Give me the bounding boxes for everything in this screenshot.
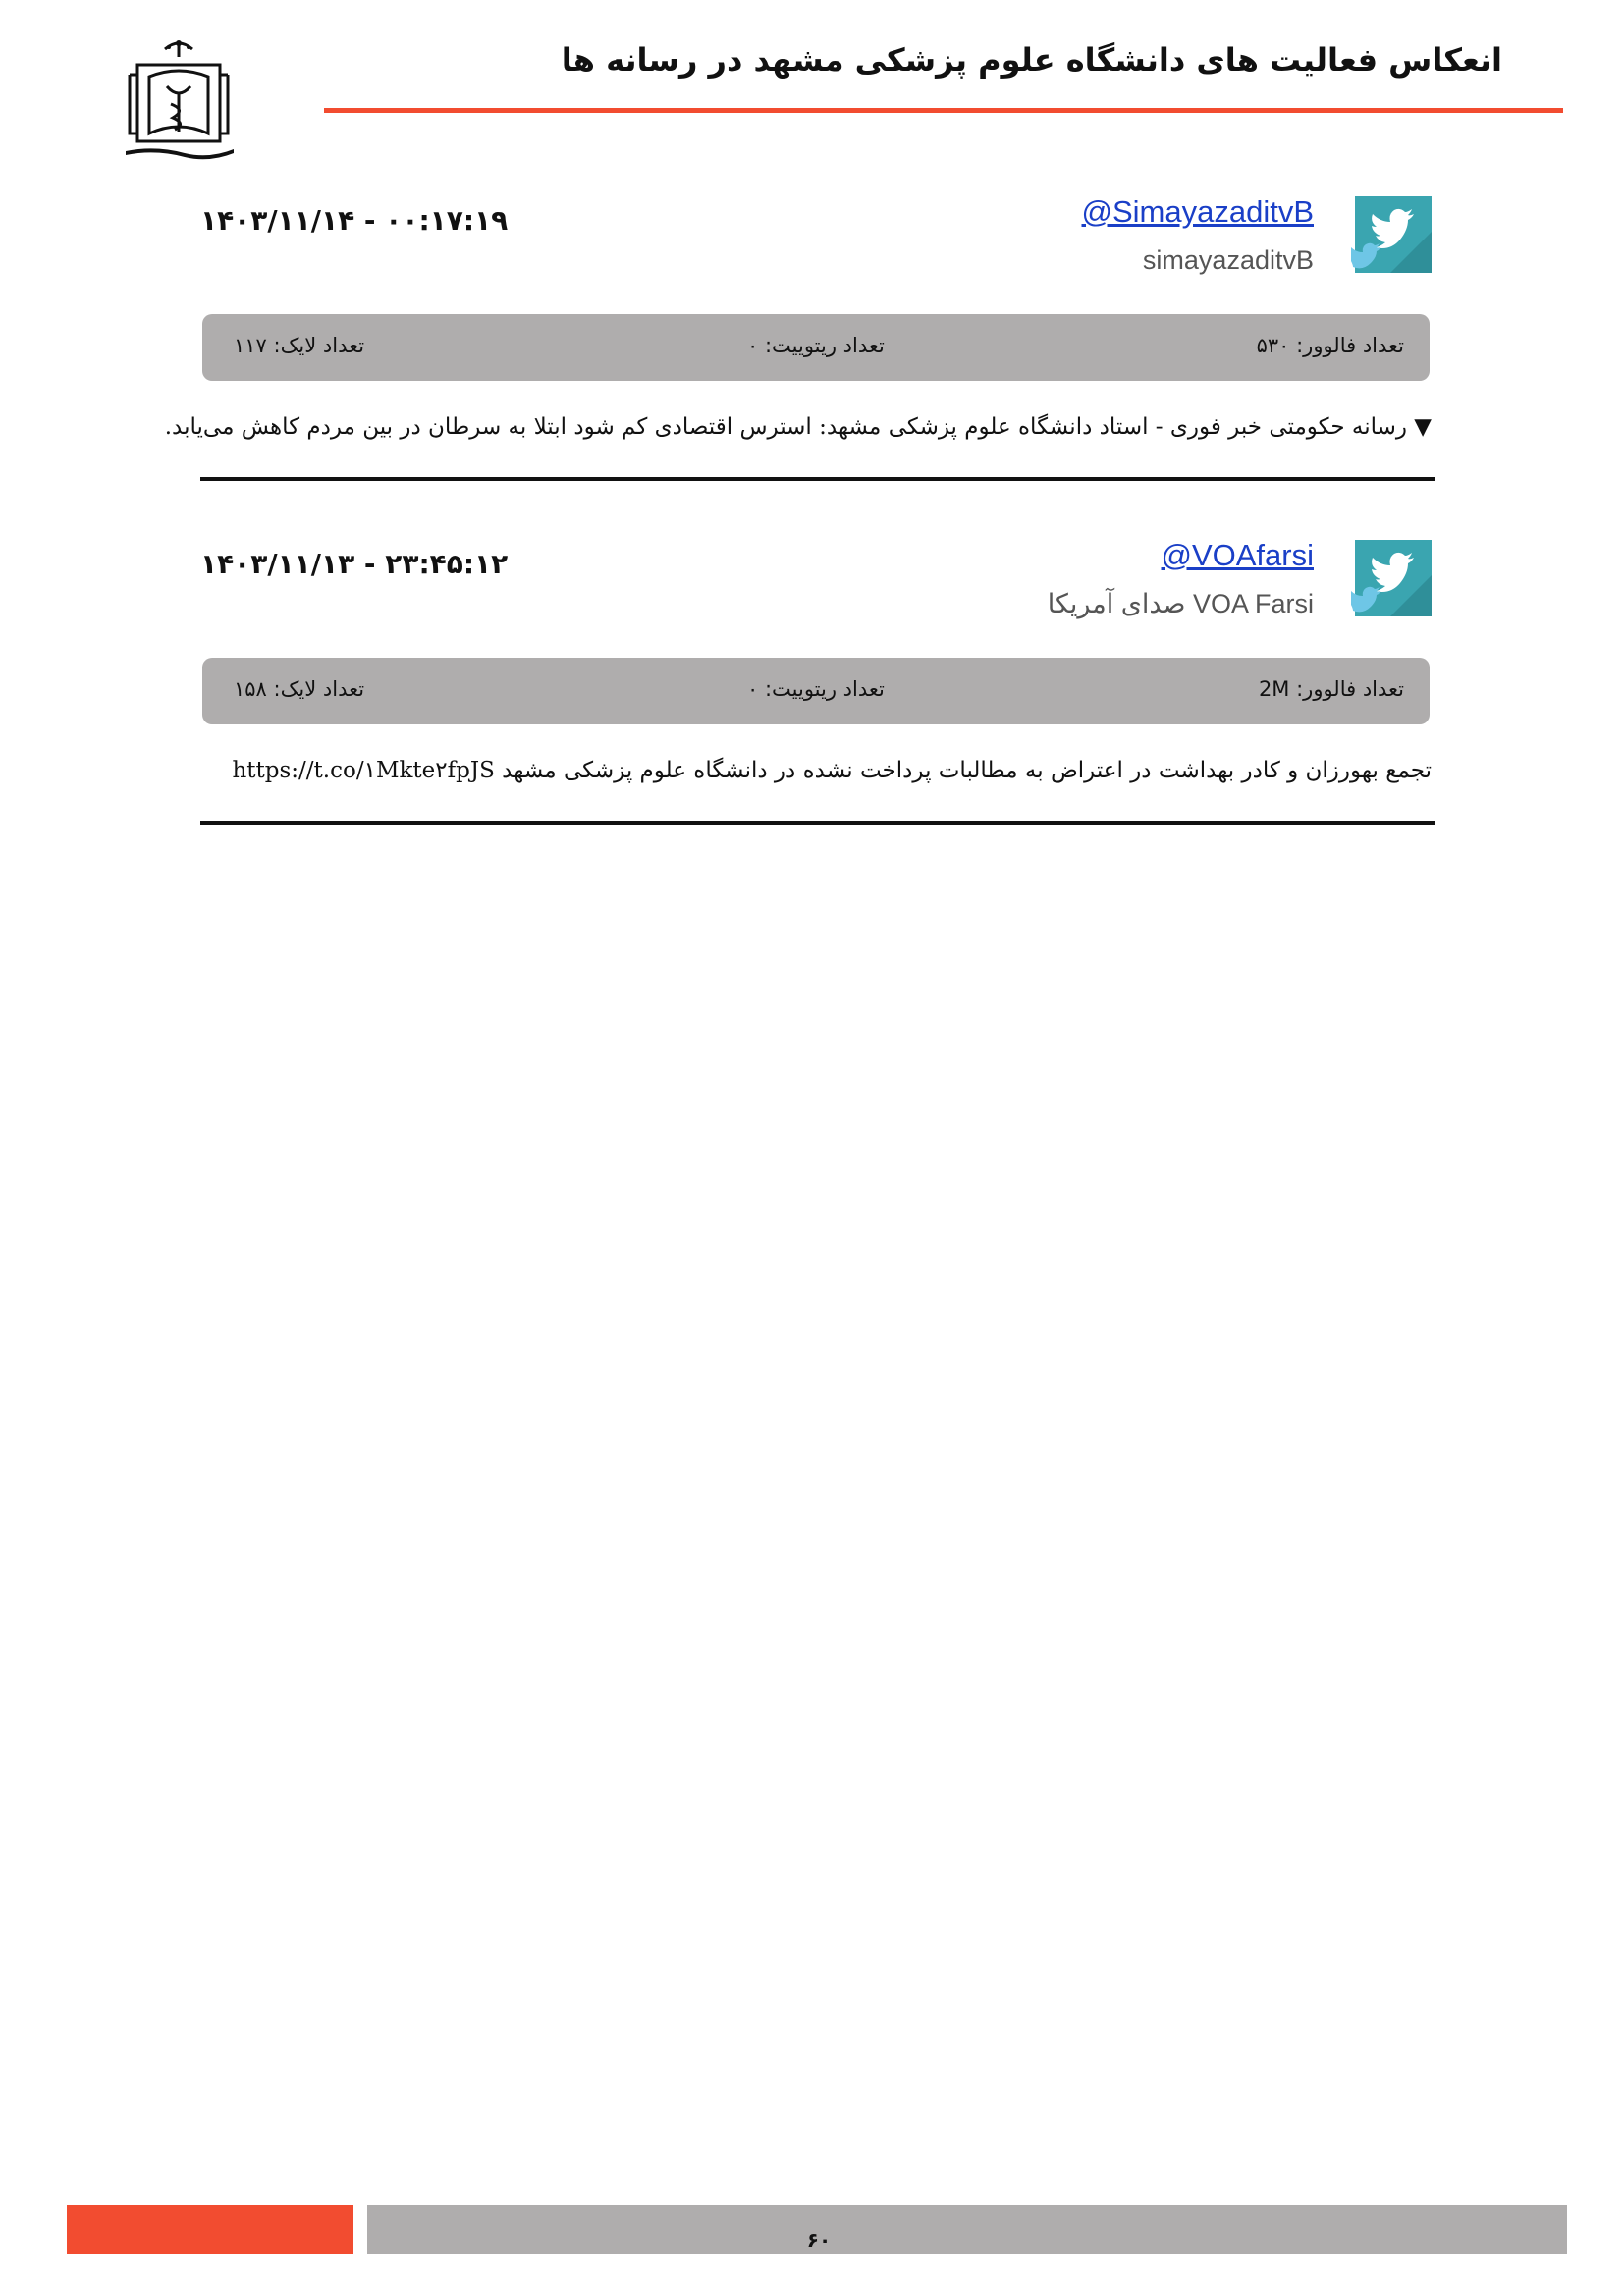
likes-count: تعداد لایک: ۱۱۷ [234,334,365,357]
followers-count: تعداد فالوور: ۵۳۰ [1256,334,1404,357]
likes-count: تعداد لایک: ۱۵۸ [234,677,365,701]
tweet-post [200,538,1432,783]
retweets-count: تعداد ریتوییت: ۰ [747,677,885,701]
page-title: انعکاس فعالیت های دانشگاه علوم پزشکی مشهد در رسانه ها [561,41,1502,79]
twitter-bird-icon [1351,540,1432,620]
header-divider [324,108,1563,113]
twitter-bird-icon [1351,196,1432,277]
tweet-divider [200,821,1435,825]
tweet-datetime: ۱۴۰۳/۱۱/۱۳ - ۲۳:۴۵:۱۲ [200,548,509,580]
tweet-post [164,194,1432,440]
tweet-stats-bar [202,658,1430,724]
university-logo [116,35,242,163]
tweet-handle-link[interactable]: @VOAfarsi [1161,538,1314,572]
tweet-text: ▼ رسانه حکومتی خبر فوری - استاد دانشگاه علوم پزشکی مشهد: استرس اقتصادی کم شود ابتلا به سرطان در بین مردم کاهش می‌یابد. [164,414,1432,440]
tweet-display-name: VOA Farsi صدای آمریکا [1047,589,1314,618]
page-number: ۶۰ [806,2228,832,2252]
tweet-header [200,540,1432,658]
footer-bar [367,2205,1567,2254]
tweet-display-name: simayazaditvB [1142,245,1314,275]
tweet-header [200,196,1432,314]
tweet-divider [200,477,1435,481]
retweets-count: تعداد ریتوییت: ۰ [747,334,885,357]
tweet-handle-link[interactable]: @SimayazaditvB [1081,194,1314,229]
footer-accent-bar [67,2205,353,2254]
tweet-text: تجمع بهورزان و کادر بهداشت در اعتراض به مطالبات پرداخت نشده در دانشگاه علوم پزشکی مشهد https://t.co/۱Mkte۲fpJS [232,758,1432,783]
tweet-stats-bar [202,314,1430,381]
followers-count: تعداد فالوور: 2M [1258,677,1404,701]
tweet-datetime: ۱۴۰۳/۱۱/۱۴ - ۰۰:۱۷:۱۹ [200,204,509,237]
